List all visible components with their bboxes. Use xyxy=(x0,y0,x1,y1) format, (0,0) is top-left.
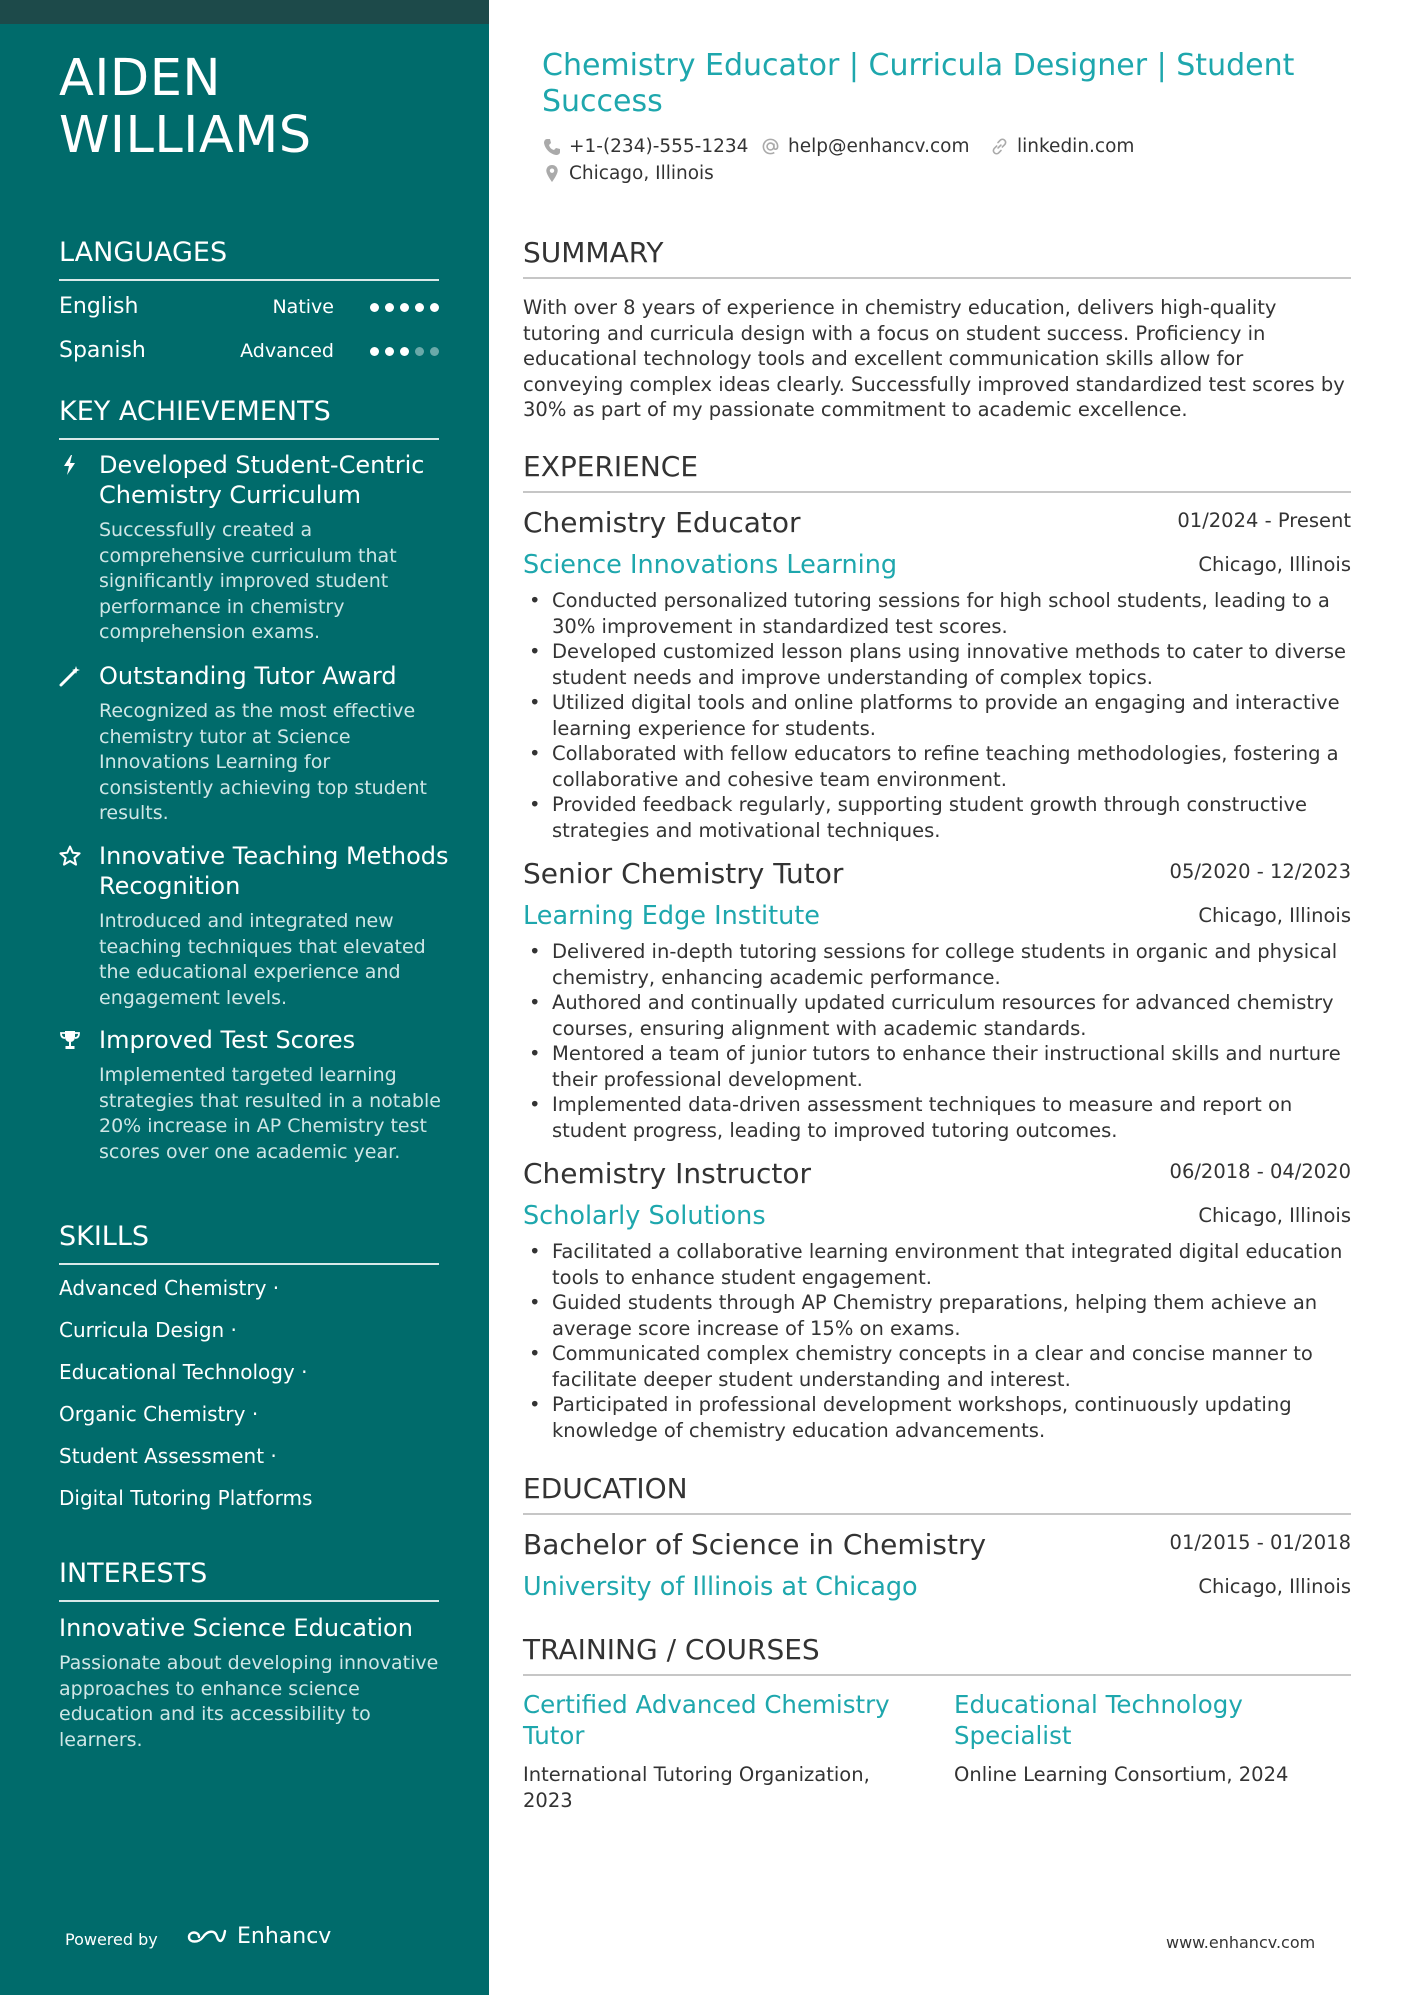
bullet-item: • Mentored a team of junior tutors to enhance their instructional skills and nurture their professional development. xyxy=(523,1041,1353,1092)
bullet-item: • Communicated complex chemistry concepts in a clear and concise manner to facilitate deeper student understanding and interest. xyxy=(523,1341,1353,1392)
location-text: Chicago, Illinois xyxy=(569,163,714,184)
phone-text: +1-(234)-555-1234 xyxy=(569,136,749,157)
rating-dot xyxy=(430,347,439,356)
phone-icon xyxy=(543,138,561,156)
skill-item: Curricula Design · xyxy=(59,1318,237,1342)
location-pin-icon xyxy=(543,164,561,183)
brand-name: Enhancv xyxy=(237,1924,332,1949)
rating-dot xyxy=(370,303,379,312)
course-title: Educational Technology Specialist xyxy=(954,1690,1243,1750)
experience-heading: EXPERIENCE xyxy=(523,450,1351,493)
rating-dot xyxy=(385,347,394,356)
achievement-title: Innovative Teaching Methods Recognition xyxy=(99,842,449,900)
rating-dot xyxy=(415,303,424,312)
sidebar-top-strip xyxy=(0,0,489,24)
language-level: Native xyxy=(272,296,334,318)
rating-dot xyxy=(400,303,409,312)
job-date: 05/2020 - 12/2023 xyxy=(1169,860,1351,883)
course-org: International Tutoring Organization, 2023 xyxy=(523,1763,870,1812)
job-company: Learning Edge Institute xyxy=(523,901,820,931)
skill-item: Student Assessment · xyxy=(59,1444,277,1468)
bullet-item: • Conducted personalized tutoring sessions for high school students, leading to a 30% improvement in standardized test scores. xyxy=(523,588,1353,639)
trophy-icon xyxy=(59,1029,81,1051)
languages-heading: LANGUAGES xyxy=(59,236,439,281)
star-icon xyxy=(59,845,81,867)
at-sign-icon xyxy=(761,137,780,156)
course-title: Certified Advanced Chemistry Tutor xyxy=(523,1690,890,1750)
bullet-item: • Implemented data-driven assessment techniques to measure and report on student progress, leading to improved tutoring outcomes. xyxy=(523,1092,1353,1143)
job-title: Senior Chemistry Tutor xyxy=(523,857,844,890)
achievement-title: Developed Student-Centric Chemistry Curriculum xyxy=(99,451,425,509)
achievement-desc: Implemented targeted learning strategies that resulted in a notable 20% increase in AP Chemistry test scores over one academic year. xyxy=(99,1064,441,1163)
bullet-item: • Provided feedback regularly, supporting student growth through constructive strategies and motivational techniques. xyxy=(523,792,1353,843)
course-org: Online Learning Consortium, 2024 xyxy=(954,1763,1289,1786)
interests-heading: INTERESTS xyxy=(59,1557,439,1602)
summary-heading: SUMMARY xyxy=(523,236,1351,279)
footer-url[interactable]: www.enhancv.com xyxy=(1166,1933,1316,1952)
achievement-item xyxy=(59,1025,449,1165)
skill-item: Digital Tutoring Platforms xyxy=(59,1486,313,1510)
summary-text: With over 8 years of experience in chemistry education, delivers high-quality tutoring and curricula design with a focus on student success. Proficiency in educational technology tools and excellent communication skills allow for conveying complex ideas clearly. Successfully improved standardized test scores by 30% as part of my passionate commitment to academic excellence. xyxy=(523,296,1345,421)
achievements-heading: KEY ACHIEVEMENTS xyxy=(59,395,439,440)
language-name: English xyxy=(59,294,139,319)
language-row xyxy=(59,294,439,324)
achievement-item xyxy=(59,450,449,646)
enhancv-brand[interactable] xyxy=(185,1924,331,1949)
language-rating xyxy=(370,347,439,356)
bullet-item: • Facilitated a collaborative learning environment that integrated digital education tools to enhance student engagement. xyxy=(523,1239,1353,1290)
job-location: Chicago, Illinois xyxy=(1198,904,1351,927)
rating-dot xyxy=(385,303,394,312)
achievement-desc: Introduced and integrated new teaching techniques that elevated the educational experience and engagement levels. xyxy=(99,910,426,1009)
skill-item: Educational Technology · xyxy=(59,1360,308,1384)
job-company: Science Innovations Learning xyxy=(523,550,898,580)
skill-item: Organic Chemistry · xyxy=(59,1402,259,1426)
bullet-item: • Developed customized lesson plans using innovative methods to cater to diverse student needs and improve understanding of complex topics. xyxy=(523,639,1353,690)
job-title: Chemistry Instructor xyxy=(523,1157,811,1190)
job-company: Scholarly Solutions xyxy=(523,1201,766,1231)
bullet-item: • Participated in professional development workshops, continuously updating knowledge of chemistry education advancements. xyxy=(523,1392,1353,1443)
enhancv-logo-icon xyxy=(185,1925,229,1949)
magic-wand-icon xyxy=(59,665,81,687)
location-contact xyxy=(543,163,714,184)
email-contact[interactable] xyxy=(761,136,969,157)
job-bullets xyxy=(523,588,1353,843)
interest-desc: Passionate about developing innovative approaches to enhance science education and its accessibility to learners. xyxy=(59,1652,439,1751)
achievement-title: Improved Test Scores xyxy=(99,1026,356,1054)
sidebar xyxy=(0,0,489,1995)
achievement-item xyxy=(59,661,449,827)
job-bullets xyxy=(523,1239,1353,1443)
language-row xyxy=(59,338,439,368)
school-location: Chicago, Illinois xyxy=(1198,1575,1351,1598)
job-bullets xyxy=(523,939,1353,1143)
achievement-item xyxy=(59,841,449,1011)
achievement-desc: Recognized as the most effective chemistry tutor at Science Innovations Learning for consistently achieving top student results. xyxy=(99,700,427,824)
name-last: WILLIAMS xyxy=(59,106,312,165)
interest-title: Innovative Science Education xyxy=(59,1614,413,1642)
language-level: Advanced xyxy=(240,340,334,362)
phone-contact xyxy=(543,136,748,157)
rating-dot xyxy=(415,347,424,356)
rating-dot xyxy=(430,303,439,312)
link-icon xyxy=(990,137,1009,156)
bullet-item: • Guided students through AP Chemistry preparations, helping them achieve an average score increase of 15% on exams. xyxy=(523,1290,1353,1341)
achievement-title: Outstanding Tutor Award xyxy=(99,662,397,690)
headline: Chemistry Educator | Curricula Designer | Student Success xyxy=(542,48,1295,119)
lightning-icon xyxy=(59,454,81,476)
candidate-name xyxy=(59,50,312,164)
language-rating xyxy=(370,303,439,312)
job-location: Chicago, Illinois xyxy=(1198,1204,1351,1227)
job-location: Chicago, Illinois xyxy=(1198,553,1351,576)
school-name: University of Illinois at Chicago xyxy=(523,1572,918,1602)
skill-item: Advanced Chemistry · xyxy=(59,1276,280,1300)
education-heading: EDUCATION xyxy=(523,1472,1351,1515)
bullet-item: • Collaborated with fellow educators to refine teaching methodologies, fostering a collaborative and cohesive team environment. xyxy=(523,741,1353,792)
job-title: Chemistry Educator xyxy=(523,506,801,539)
training-heading: TRAINING / COURSES xyxy=(523,1633,1351,1676)
degree-title: Bachelor of Science in Chemistry xyxy=(523,1528,987,1561)
achievement-desc: Successfully created a comprehensive curriculum that significantly improved student performance in chemistry comprehension exams. xyxy=(99,519,397,643)
bullet-item: • Authored and continually updated curriculum resources for advanced chemistry courses, ensuring alignment with academic standards. xyxy=(523,990,1353,1041)
name-first: AIDEN xyxy=(59,49,222,108)
rating-dot xyxy=(400,347,409,356)
link-text: linkedin.com xyxy=(1017,136,1135,157)
language-name: Spanish xyxy=(59,338,146,363)
job-date: 06/2018 - 04/2020 xyxy=(1169,1160,1351,1183)
education-date: 01/2015 - 01/2018 xyxy=(1169,1531,1351,1554)
rating-dot xyxy=(370,347,379,356)
powered-by-label: Powered by xyxy=(65,1930,158,1949)
bullet-item: • Delivered in-depth tutoring sessions for college students in organic and physical chemistry, enhancing academic performance. xyxy=(523,939,1353,990)
email-text: help@enhancv.com xyxy=(788,136,970,157)
job-date: 01/2024 - Present xyxy=(1177,509,1351,532)
link-contact[interactable] xyxy=(990,136,1134,157)
bullet-item: • Utilized digital tools and online platforms to provide an engaging and interactive learning experience for students. xyxy=(523,690,1353,741)
skills-heading: SKILLS xyxy=(59,1220,439,1265)
